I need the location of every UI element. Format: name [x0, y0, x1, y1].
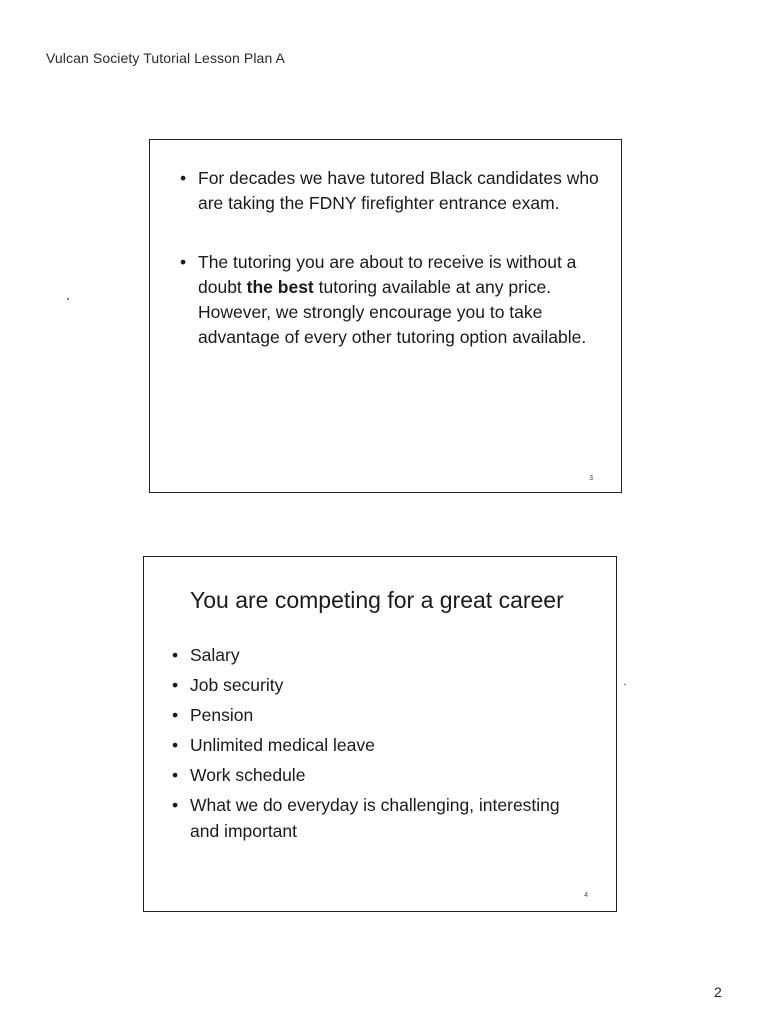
- list-item: [172, 702, 592, 728]
- bullet-text: What we do everyday is challenging, interesting and important: [190, 795, 560, 841]
- bullet-text: Job security: [190, 675, 284, 695]
- bullet-text: Work schedule: [190, 765, 306, 785]
- bullet-text: Salary: [190, 645, 240, 665]
- list-item: [172, 792, 592, 844]
- bullet-text-emphasis: the best: [246, 277, 314, 297]
- bullet-icon: •: [172, 795, 179, 815]
- bullet-list: [172, 642, 592, 848]
- list-item: [172, 732, 592, 758]
- page-header: Vulcan Society Tutorial Lesson Plan A: [46, 50, 285, 66]
- list-item: [172, 672, 592, 698]
- slide-title: You are competing for a great career: [190, 587, 564, 613]
- bullet-text: Pension: [190, 705, 254, 725]
- bullet-icon: •: [172, 705, 179, 725]
- bullet-icon: •: [172, 675, 179, 695]
- bullet-text: Unlimited medical leave: [190, 735, 375, 755]
- slide-4: [143, 556, 617, 912]
- slide-3: [149, 139, 622, 493]
- list-item: [172, 642, 592, 668]
- list-item: [172, 762, 592, 788]
- bullet-icon: •: [172, 735, 179, 755]
- bullet-list: [180, 166, 600, 384]
- slide-number: 3: [589, 475, 593, 482]
- scan-speck: [624, 684, 626, 685]
- list-item: [180, 250, 600, 350]
- slide-number: 4: [584, 892, 588, 899]
- bullet-text: For decades we have tutored Black candidates who are taking the FDNY firefighter entrance exam.: [198, 168, 599, 213]
- bullet-icon: •: [172, 765, 179, 785]
- scan-speck: [67, 298, 69, 300]
- bullet-text-end: tutoring available at any price. However, we strongly encourage you to take advantage of every other tutoring option available.: [198, 277, 587, 347]
- bullet-icon: •: [172, 645, 179, 665]
- bullet-text-start: The tutoring you are about to receive is without a doubt: [198, 252, 577, 297]
- page-number: 2: [714, 984, 722, 1000]
- list-item: [180, 166, 600, 216]
- bullet-icon: •: [180, 252, 187, 272]
- bullet-icon: •: [180, 168, 187, 188]
